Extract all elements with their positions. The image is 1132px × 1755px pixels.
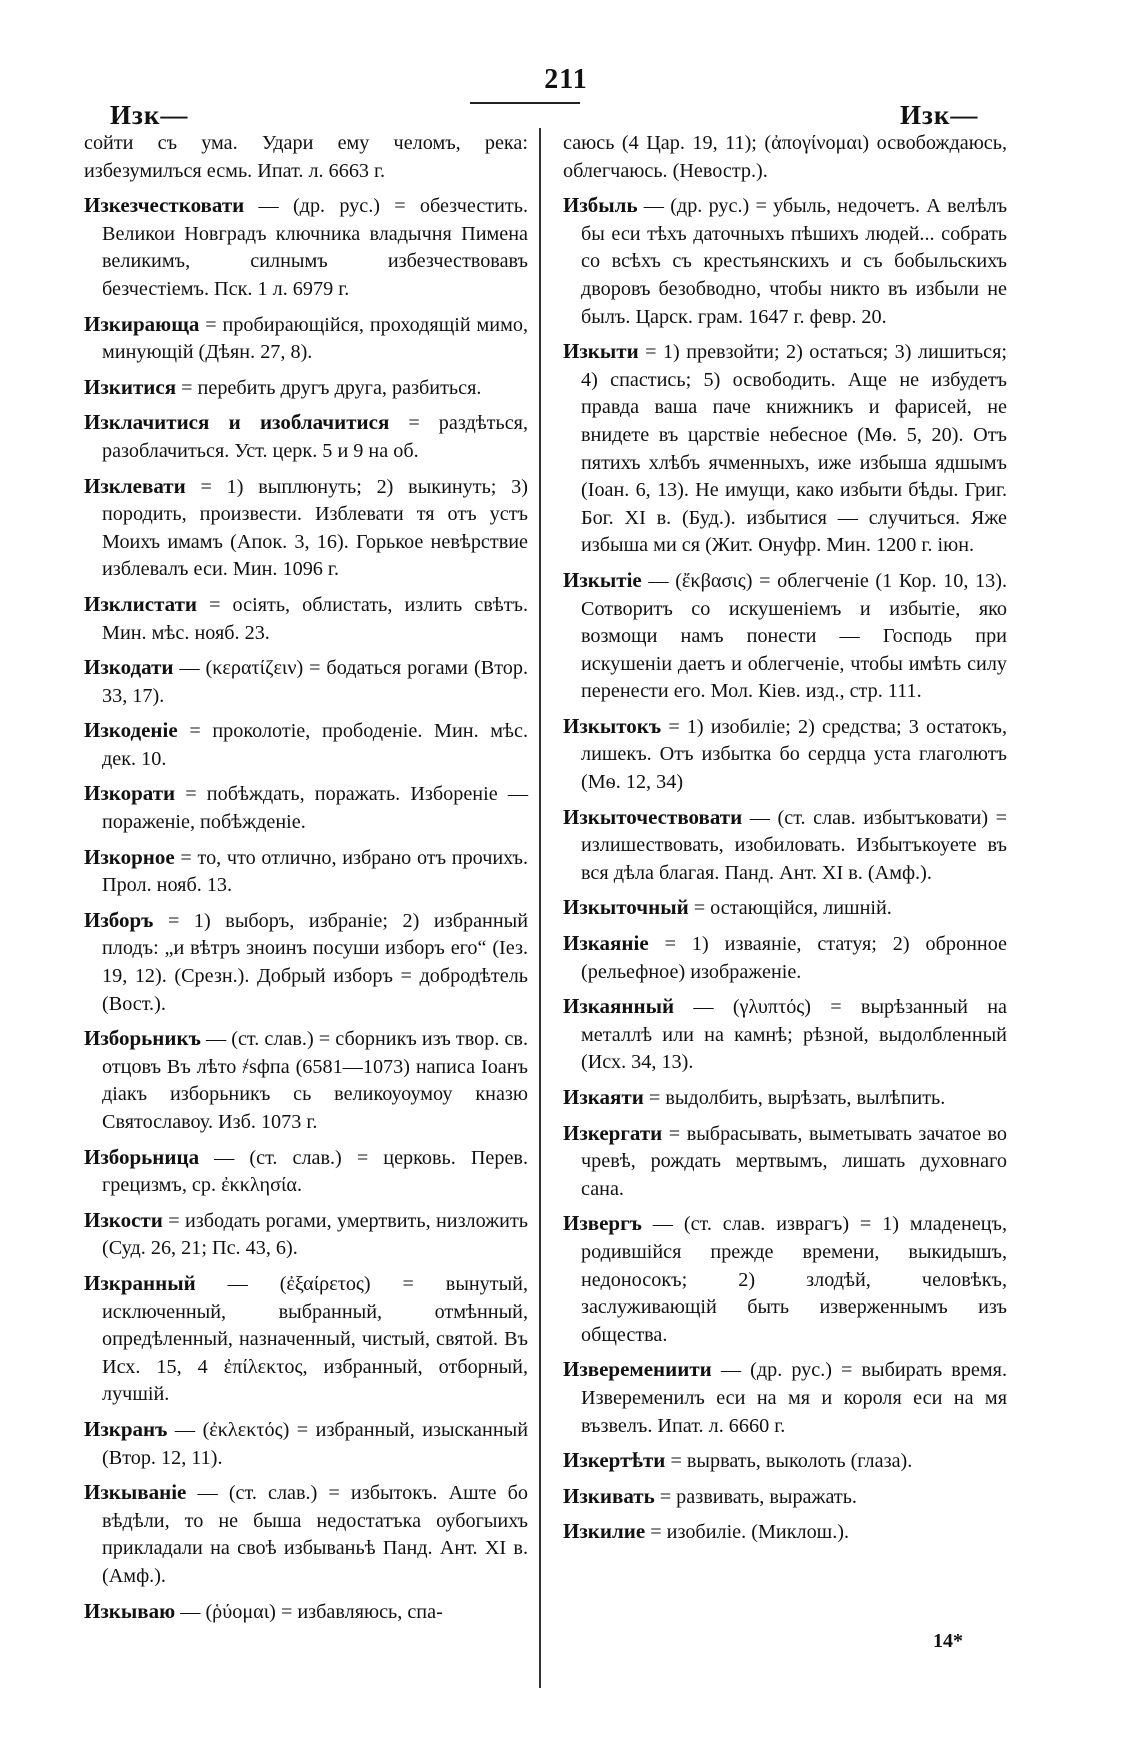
- dictionary-entry: Изверемениити — (др. рус.) = выбирать время. Извеременилъ еси на мя и короля еси на мя възвелъ. Ипат. л. 6660 г.: [563, 1357, 1008, 1437]
- headword: Изклевати: [84, 473, 186, 498]
- dictionary-entry: Изборъ = 1) выборъ, избраніе; 2) избранный плодъ: „и вѣтръ зноинъ посуши изборъ его“ (Іез. 19, 12). (Срезн.). Добрый изборъ = добродѣтель (Вост.).: [84, 907, 529, 1015]
- dictionary-entry: Изкергати = выбрасывать, выметывать зачатое во чревѣ, рождать мертвымъ, лишать духовнаго сана.: [563, 1120, 1008, 1200]
- dictionary-entry: Изкытіе — (ἔκβασις) = облегченіе (1 Кор. 10, 13). Сотворитъ со искушеніемъ и избытіе, яко возмощи намъ понести — Господь при искушеніи даетъ и облегченіе, чтобы имѣть силу перенести его. Мол. Кіев. изд., стр. 111.: [563, 567, 1008, 703]
- page-number: 211: [544, 64, 588, 95]
- dictionary-entry: Изборьникъ — (ст. слав.) = сборникъ изъ твор. св. отцовъ Въ лѣто ҂ѕфпа (6581—1073) написа Іоанъ діакъ изборьникъ сь великоуоумоу кназю Святославоу. Изб. 1073 г.: [84, 1026, 529, 1133]
- headword: Изкитися: [84, 374, 177, 399]
- running-head-left: Изк—: [110, 100, 189, 130]
- headword: Изкергати: [563, 1120, 663, 1145]
- headword: Изкилие: [563, 1519, 646, 1544]
- headword: Изкивать: [563, 1483, 655, 1508]
- headword: Избыль: [563, 193, 638, 218]
- dictionary-entry: Изкаянный — (γλυπτός) = вырѣзанный на металлѣ или на камнѣ; рѣзной, выдолбленный (Исх. 34, 13).: [563, 994, 1008, 1074]
- dictionary-entry: Изкыти = 1) превзойти; 2) остаться; 3) лишиться; 4) спастись; 5) освободить. Аще не избудетъ правда ваша паче книжникъ и фарисей, не внидете въ царствіе небесное (Мѳ. 5, 20). Отъ пятихъ хлѣбъ ячменныхъ, иже избыша ядшымъ (Іоан. 6, 13). Не имущи, како избыти бѣды. Григ. Бог. XI в. (Буд.). избытися — случиться. Яже избыша ми ся (Жит. Онуфр. Мин. 1200 г. іюн.: [563, 339, 1007, 557]
- headword: Изкорати: [84, 781, 176, 806]
- dictionary-entry: Изклачитися и изоблачитися = раздѣться, разоблачиться. Уст. церк. 5 и 9 на об.: [84, 410, 529, 462]
- headword: Изверемениити: [563, 1357, 712, 1382]
- headword: Изкаяніе: [563, 931, 649, 956]
- headword: Изкытіе: [563, 567, 642, 592]
- headword: Изкодати: [84, 655, 174, 680]
- dictionary-entry: Изкаяніе = 1) изваяніе, статуя; 2) обронное (рельефное) изображеніе.: [563, 931, 1007, 983]
- dictionary-entry: Избыль — (др. рус.) = убыль, недочетъ. А велѣлъ бы еси тѣхъ даточныхъ пѣшихъ людей... собрать со всѣхъ съ крестьянскихъ и съ бобыльскихъ дворовъ безобводно, чтобы никто въ избыли не былъ. Царск. грам. 1647 г. февр. 20.: [563, 193, 1008, 328]
- headword: Изклистати: [84, 591, 198, 616]
- headword: Изкытокъ: [563, 713, 662, 738]
- headword: Изкранный: [84, 1270, 196, 1295]
- headword: Изкоденіе: [84, 718, 178, 743]
- headword: Изкертѣти: [563, 1448, 666, 1473]
- dictionary-entry: Изкертѣти = вырвать, выколоть (глаза).: [563, 1448, 913, 1473]
- page-number-rule: [470, 102, 580, 104]
- headword: Изборъ: [84, 907, 154, 932]
- dictionary-entry: Изкываю — (ῥύομαι) = избавляюсь, спа-: [84, 1598, 443, 1623]
- dictionary-entry: Изборьница — (ст. слав.) = церковь. Перев. грецизмъ, ср. ἐκκλησία.: [84, 1144, 529, 1197]
- dictionary-entry: Изкезчестковати — (др. рус.) = обезчестить. Великои Новградъ ключника владычня Пимена великимъ, силнымъ избезчествовавъ безчестіемъ. Пск. 1 л. 6979 г.: [84, 193, 529, 300]
- headword: Изборьница: [84, 1144, 200, 1169]
- headword: Изкыти: [563, 339, 639, 364]
- column-divider: [539, 128, 541, 1688]
- dictionary-entry: Изклистати = осіять, облистать, излить свѣтъ. Мин. мѣс. нояб. 23.: [84, 591, 529, 644]
- headword: Изкранъ: [84, 1416, 168, 1441]
- dictionary-entry: Изкорное = то, что отлично, избрано отъ прочихъ. Прол. нояб. 13.: [84, 844, 528, 897]
- dictionary-entry: Изкодати — (κερατίζειν) = бодаться рогами (Втор. 33, 17).: [84, 655, 528, 707]
- headword: Изкирающа: [84, 311, 200, 336]
- right-column: [563, 130, 1007, 1554]
- headword: Изборьникъ: [84, 1026, 201, 1051]
- headword: Изкываніе: [84, 1480, 187, 1505]
- dictionary-entry: Изкранъ — (ἐκλεκτός) = избранный, изысканный (Втор. 12, 11).: [84, 1416, 528, 1469]
- dictionary-entry: Извергъ — (ст. слав. изврагъ) = 1) младенецъ, родившійся прежде времени, выкидышъ, недоносокъ; 2) злодѣй, человѣкъ, заслуживающій быть изверженнымъ изъ общества.: [563, 1211, 1007, 1346]
- dictionary-entry: Изкыточествовати — (ст. слав. избытъковати) = излишествовать, изобиловать. Избытъкоуете въ вся дѣла благая. Панд. Ант. XI в. (Амф.).: [563, 804, 1007, 884]
- dictionary-entry: саюсь (4 Цар. 19, 11); (ἀπογίνομαι) освобождаюсь, облегчаюсь. (Невостр.).: [563, 132, 1007, 182]
- dictionary-entry: Изкилие = изобиліе. (Миклош.).: [563, 1519, 850, 1544]
- signature-mark: 14*: [933, 1630, 963, 1652]
- dictionary-entry: Изкивать = развивать, выражать.: [563, 1483, 857, 1508]
- dictionary-entry: Изкыточный = остающійся, лишній.: [563, 895, 892, 920]
- running-head-right: Изк—: [900, 100, 979, 130]
- dictionary-entry: Изкранный — (ἐξαίρετος) = вынутый, исключенный, выбранный, отмѣнный, опредѣленный, назначенный, чистый, святой. Въ Исх. 15, 4 ἐπίλεκτος, избранный, отборный, лучшій.: [84, 1270, 529, 1406]
- headword: Изклачитися и изоблачитися: [84, 410, 390, 435]
- headword: Изкости: [84, 1207, 163, 1232]
- headword: Изкыточный: [563, 895, 689, 920]
- dictionary-entry: Изкирающа = пробирающійся, проходящій мимо, минующій (Дѣян. 27, 8).: [84, 311, 529, 364]
- dictionary-entry: сойти съ ума. Удари ему челомъ, река: избезумилъся есмь. Ипат. л. 6663 г.: [84, 132, 528, 182]
- dictionary-entry: Изкываніе — (ст. слав.) = избытокъ. Аште бо вѣдѣли, то не быша недостатъка оубогыихъ прикладали на своѣ избываньѣ Панд. Ант. XI в. (Амф.).: [84, 1480, 529, 1587]
- dictionary-entry: Изкорати = побѣждать, поражать. Избореніе — пораженіе, побѣжденіе.: [84, 781, 529, 834]
- headword: Изкаянный: [563, 994, 675, 1019]
- dictionary-entry: Изкаяти = выдолбить, вырѣзать, вылѣпить.: [563, 1085, 946, 1109]
- headword: Извергъ: [563, 1211, 642, 1236]
- dictionary-entry: Изкоденіе = проколотіе, прободеніе. Мин. мѣс. дек. 10.: [84, 718, 528, 770]
- dictionary-entry: Изкытокъ = 1) изобиліе; 2) средства; 3 остатокъ, лишекъ. Отъ избытка бо сердца уста глаголютъ (Мѳ. 12, 34): [563, 713, 1008, 794]
- headword: Изкаяти: [563, 1085, 644, 1109]
- headword: Изкезчестковати: [84, 193, 245, 218]
- dictionary-entry: Изкости = избодать рогами, умертвить, низложить (Суд. 26, 21; Пс. 43, 6).: [84, 1207, 529, 1260]
- headword: Изкыточествовати: [563, 804, 743, 829]
- dictionary-entry: Изкитися = перебить другъ друга, разбиться.: [84, 374, 482, 399]
- left-column: [84, 130, 528, 1633]
- headword: Изкываю: [84, 1598, 176, 1623]
- headword: Изкорное: [84, 844, 175, 869]
- dictionary-entry: Изклевати = 1) выплюнуть; 2) выкинуть; 3) породить, произвести. Изблевати тя отъ устъ Моихъ имамъ (Апок. 3, 16). Горькое невѣрствие изблевалъ еси. Мин. 1096 г.: [84, 473, 529, 581]
